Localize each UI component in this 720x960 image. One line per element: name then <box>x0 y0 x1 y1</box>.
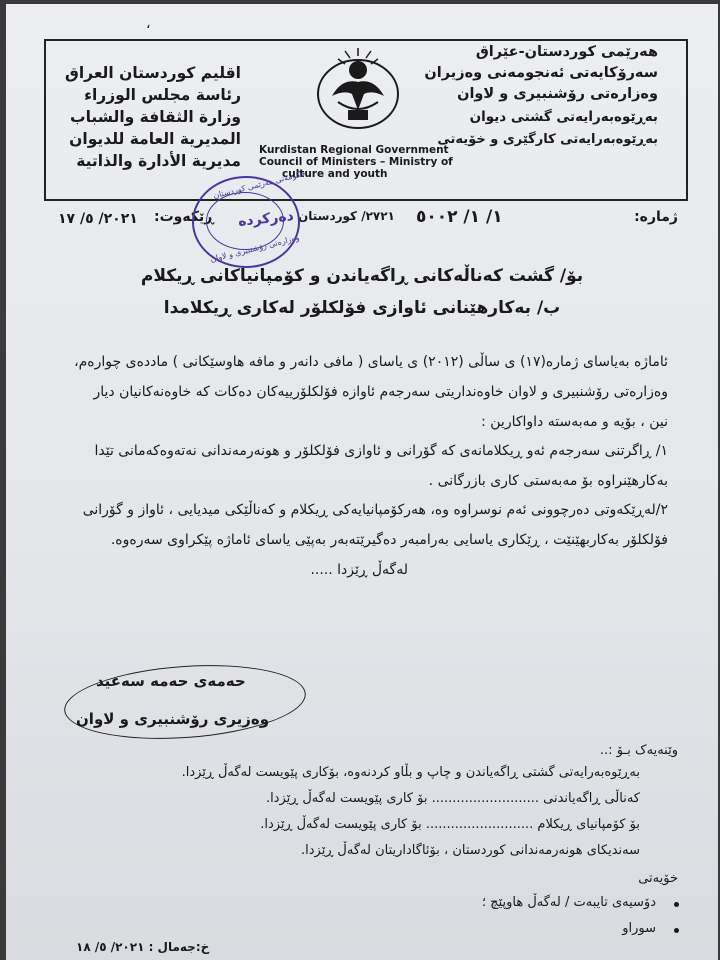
stamp-ring-text-bottom: وەزارەتی رۆشنبیری و لاوان <box>209 233 301 264</box>
header-kurdish-line-5: بەڕێوەبەرایەتی کارگێری و خۆیەتی <box>437 132 658 147</box>
body-paragraph-line-3: نین ، بۆیە و مەبەستە داواکارین : <box>481 414 668 430</box>
body-point-2-line-1: ٢/لەڕێکەوتی دەرچوونی ئەم نوسراوە وە، هەرکۆمپانیایەکی ڕیکلام و کەناڵێکی میدیایی ، ئاواز و گۆرانی <box>82 502 668 518</box>
header-arabic-line-2: رئاسة مجلس الوزراء <box>84 86 241 104</box>
header-arabic-line-4: المديرية العامة للديوان <box>69 130 241 148</box>
self-copy-item-2: سوراو <box>622 921 656 936</box>
header-kurdish-line-2: سەرۆکایەتی ئەنجومەنی وەزیران <box>424 65 658 81</box>
header-arabic-line-1: اقليم كوردستان العراق <box>65 64 241 82</box>
copy-line-4: سەندیکای هونەرمەندانی کوردستان ، بۆئاگاداریتان لەگەڵ ڕێزدا. <box>301 843 640 858</box>
body-paragraph-line-1: ئاماژە بەیاسای ژمارە(١٧) ی ساڵی (٢٠١٢) ی یاسای ( مافی دانەر و مافە هاوسێکانی ) ماددەی چوارەم، <box>74 354 668 370</box>
header-english-line-3: culture and youth <box>282 168 388 180</box>
self-copy-item-1: دۆسیەی تایبەت / لەگەڵ هاوپێچ ؛ <box>481 895 656 910</box>
header-english-line-2: Council of Ministers – Ministry of <box>259 156 453 168</box>
bullet-icon <box>674 928 679 933</box>
self-copies-heading: خۆیەتی <box>638 871 678 886</box>
reference-date-label: ڕێکەوت: <box>154 209 214 225</box>
signatory-title: وەزیری رۆشنبیری و لاوان <box>76 710 270 728</box>
typist-footer: خ:جەمال : ٢٠٢١/ ٥/ ١٨ <box>76 940 210 954</box>
bullet-icon <box>674 902 679 907</box>
copies-heading: وێنەیەک بـۆ :.. <box>599 743 678 758</box>
handwritten-mark: ، <box>146 16 151 32</box>
kurdistan-emblem-logo <box>312 44 404 136</box>
header-arabic-line-5: مديرية الأدارة والذاتية <box>76 152 241 170</box>
copy-line-1: بەڕێوەبەرایەتی گشتی ڕاگەیاندن و چاپ و بڵاو کردنەوە، بۆکاری پێویست لەگەڵ ڕێزدا. <box>181 765 640 780</box>
header-kurdish-line-3: وەزارەتی رۆشنبیری و لاوان <box>457 86 658 102</box>
reference-number-value: ١/ ١/ ٥٠٠٢ <box>416 207 503 227</box>
subject-line: ب/ بەکارهێنانی ئاوازی فۆلکلۆر لەکاری ڕیکلامدا <box>163 298 561 318</box>
body-point-2-line-2: فۆلکلۆر بەکاربهێنێت ، ڕێکاری یاسایی بەرامبەر دەگیرێتەبەر بەپێی یاسای ئاماژە پێکراوی سەرەوە. <box>110 532 668 548</box>
copy-line-2: کەناڵی ڕاگەیاندنی .......................... بۆ کاری پێویست لەگەڵ ڕێزدا. <box>265 791 640 806</box>
body-paragraph-line-2: وەزارەتی رۆشنبیری و لاوان خاوەنداریتی سەرجەم ئاوازە فۆلکلۆرییەکان دەکات کە خاوەنەکانیان دیار <box>93 384 668 400</box>
reference-number-label: ژمارە: <box>634 209 678 225</box>
header-kurdish-line-4: بەڕێوەبەرایەتی گشتی دیوان <box>469 109 658 125</box>
reference-date-value: ٢٠٢١/ ٥/ ١٧ <box>58 211 138 227</box>
header-kurdish-line-1: هەرێمی کوردستان-عێراق <box>475 44 658 60</box>
header-english-line-1: Kurdistan Regional Government <box>259 144 449 156</box>
stamp-word: دەرکردە <box>237 208 295 230</box>
copy-line-3: بۆ کۆمپانیای ڕیکلام .......................... بۆ کاری پێویست لەگەڵ ڕێزدا. <box>260 817 640 832</box>
closing-regards: لەگەڵ ڕێزدا ..... <box>310 562 408 578</box>
body-point-1-line-1: ١/ ڕاگرتنی سەرجەم ئەو ڕیکلامانەی کە گۆرانی و ئاوازی فۆلکلۆر و هونەرمەندانی نەتەوەکەمانی تێدا <box>94 443 668 459</box>
document-page <box>6 4 718 960</box>
stamp-ring-text-top: حکومەتی هەرێمی کوردستان <box>212 168 307 201</box>
signature-scribble <box>62 658 308 747</box>
addressee-line: بۆ/ گشت کەناڵەکانی ڕاگەیاندن و کۆمپانیاکانی ڕیکلام <box>140 266 584 286</box>
reference-code: ٢٧٢١/ كوردستان <box>298 209 395 223</box>
body-point-1-line-2: بەکارهێنراوە بۆ مەبەستی کاری بازرگانی . <box>428 473 668 489</box>
header-arabic-line-3: وزارة الثقافة والشباب <box>70 108 241 126</box>
signatory-name: حەمەی حەمە سەعید <box>96 672 246 690</box>
